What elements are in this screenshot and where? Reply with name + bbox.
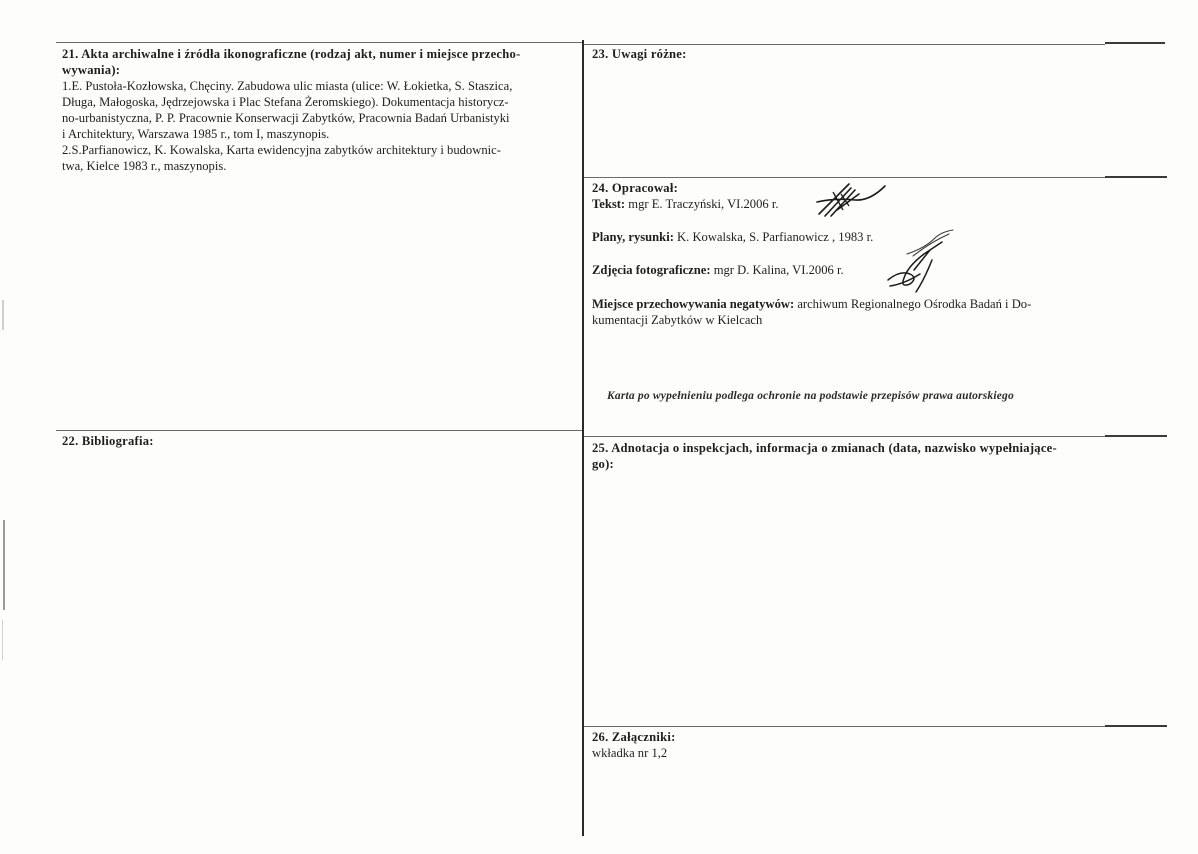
section-25-header-cont: go): bbox=[592, 457, 614, 471]
section-22-header: 22. Bibliografia: bbox=[62, 434, 154, 448]
rule-26-top bbox=[584, 726, 1105, 727]
rule-top-left bbox=[56, 42, 582, 43]
rule-25-top bbox=[584, 436, 1105, 437]
rule-top-right-thin bbox=[584, 44, 1105, 45]
scan-artifact bbox=[2, 620, 3, 660]
rule-26-top-right bbox=[1105, 725, 1167, 727]
miejsce-block bbox=[592, 296, 1112, 328]
section-23-header: 23. Uwagi różne: bbox=[592, 47, 687, 61]
tekst-value: mgr E. Traczyński, VI.2006 r. bbox=[628, 197, 779, 211]
rule-25-top-right bbox=[1105, 435, 1167, 437]
zdjecia-label: Zdjęcia fotograficzne: bbox=[592, 263, 711, 277]
section-21-line: Długa, Małogoska, Jędrzejowska i Plac Stefana Żeromskiego). Dokumentacja historycz- bbox=[62, 95, 509, 109]
section-21-line: 1.E. Pustoła-Kozłowska, Chęciny. Zabudowa ulic miasta (ulice: W. Łokietka, S. Staszica, bbox=[62, 79, 513, 93]
section-26 bbox=[592, 729, 676, 761]
section-25-header: 25. Adnotacja o inspekcjach, informacja o zmianach (data, nazwisko wypełniające- bbox=[592, 441, 1057, 455]
tekst-label: Tekst: bbox=[592, 197, 626, 211]
zdjecia-value: mgr D. Kalina, VI.2006 r. bbox=[713, 263, 844, 277]
rule-22-top bbox=[56, 430, 582, 431]
rule-top-right bbox=[1105, 42, 1165, 44]
rule-24-top bbox=[584, 177, 1105, 178]
section-21-line: i Architektury, Warszawa 1985 r., tom I, maszynopis. bbox=[62, 127, 330, 141]
rule-24-top-right bbox=[1105, 176, 1167, 178]
section-21-header: 21. Akta archiwalne i źródła ikonograficzne (rodzaj akt, numer i miejsce przecho- bbox=[62, 47, 521, 61]
scan-artifact bbox=[2, 300, 4, 330]
section-25 bbox=[592, 440, 1112, 472]
section-26-header: 26. Załączniki: bbox=[592, 730, 676, 744]
miejsce-value-cont: kumentacji Zabytków w Kielcach bbox=[592, 313, 763, 327]
section-21 bbox=[62, 46, 580, 174]
section-21-header-cont: wywania): bbox=[62, 63, 121, 77]
column-divider bbox=[582, 40, 584, 836]
zdjecia-row bbox=[592, 262, 844, 278]
miejsce-label: Miejsce przechowywania negatywów: bbox=[592, 297, 795, 311]
plany-row bbox=[592, 229, 873, 245]
section-26-value: wkładka nr 1,2 bbox=[592, 746, 668, 760]
signature-tekst bbox=[815, 180, 890, 220]
copyright-note: Karta po wypełnieniu podlega ochronie na podstawie przepisów prawa autorskiego bbox=[607, 390, 1014, 402]
section-24-header: 24. Opracował: bbox=[592, 181, 679, 195]
section-21-line: no-urbanistyczna, P. P. Pracownie Konserwacji Zabytków, Pracownia Badań Urbanistyki bbox=[62, 111, 510, 125]
signature-zdjecia bbox=[880, 240, 950, 300]
scan-artifact bbox=[3, 520, 5, 610]
section-21-line: twa, Kielce 1983 r., maszynopis. bbox=[62, 159, 227, 173]
section-21-line: 2.S.Parfianowicz, K. Kowalska, Karta ewidencyjna zabytków architektury i budownic- bbox=[62, 143, 501, 157]
miejsce-value: archiwum Regionalnego Ośrodka Badań i Do- bbox=[797, 297, 1032, 311]
plany-value: K. Kowalska, S. Parfianowicz , 1983 r. bbox=[677, 230, 874, 244]
plany-label: Plany, rysunki: bbox=[592, 230, 674, 244]
